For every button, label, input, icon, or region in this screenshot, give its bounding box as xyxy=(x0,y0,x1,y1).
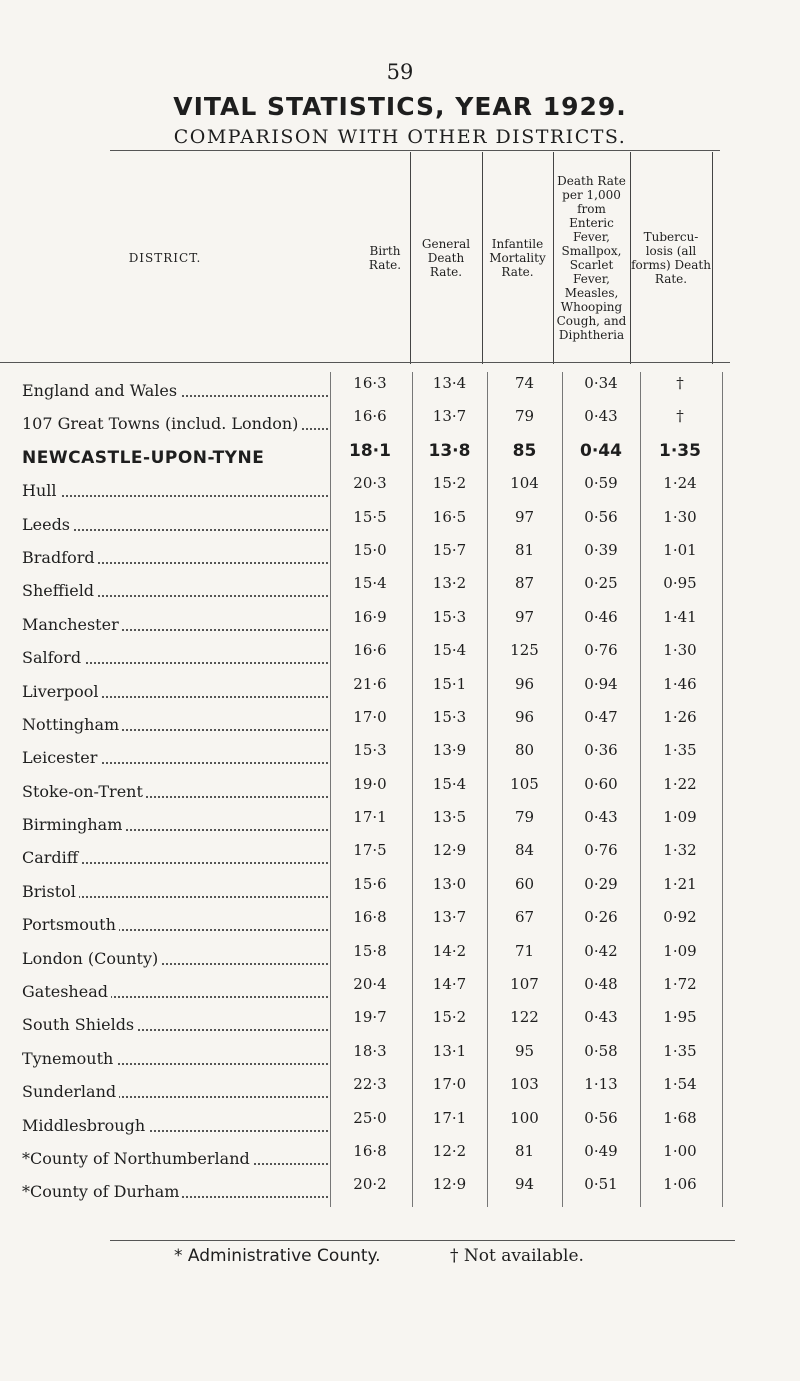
cell-infantile-mortality: 105 xyxy=(510,774,539,793)
cell-tuberculosis: 1·54 xyxy=(663,1075,697,1094)
cell-general-death-rate: 15·2 xyxy=(432,474,467,493)
cell-enteric-death-rate: 0·49 xyxy=(584,1141,618,1160)
top-rule xyxy=(110,150,720,151)
district-name: Nottingham xyxy=(22,715,122,734)
cell-enteric-death-rate: 0·56 xyxy=(584,1108,618,1127)
cell-infantile-mortality: 71 xyxy=(514,941,535,960)
cell-general-death-rate: 14·7 xyxy=(432,975,467,994)
cell-general-death-rate: 13·4 xyxy=(432,374,467,392)
cell-infantile-mortality: 96 xyxy=(514,674,535,693)
district-name: Birmingham xyxy=(22,815,125,834)
table-row xyxy=(0,606,800,639)
cell-enteric-death-rate: 0·25 xyxy=(584,574,618,593)
cell-general-death-rate: 16·5 xyxy=(432,507,467,526)
table-row xyxy=(0,1173,800,1206)
district-name-cell xyxy=(22,715,328,734)
district-name-cell xyxy=(22,1116,328,1135)
district-name: Sunderland xyxy=(22,1082,119,1101)
cell-enteric-death-rate: 0·43 xyxy=(584,407,618,426)
cell-birth-rate: 19·7 xyxy=(353,1008,387,1027)
table-row xyxy=(0,673,800,706)
cell-birth-rate: 16·8 xyxy=(353,908,387,927)
header-birth-rate: Birth Rate. xyxy=(368,244,402,272)
table-row xyxy=(0,1040,800,1073)
table-row xyxy=(0,940,800,973)
cell-enteric-death-rate: 0·39 xyxy=(584,540,618,559)
cell-tuberculosis: 1·01 xyxy=(663,540,697,559)
cell-tuberculosis: 1·22 xyxy=(663,774,697,793)
cell-general-death-rate: 15·2 xyxy=(432,1008,467,1027)
cell-infantile-mortality: 67 xyxy=(514,908,535,927)
cell-general-death-rate: 13·0 xyxy=(432,874,467,893)
district-name-cell xyxy=(22,782,328,801)
table-row xyxy=(0,439,800,472)
cell-general-death-rate: 13·1 xyxy=(432,1041,467,1060)
cell-tuberculosis: 1·30 xyxy=(663,507,697,526)
cell-infantile-mortality: 60 xyxy=(514,874,535,893)
cell-birth-rate: 20·2 xyxy=(353,1175,387,1194)
district-name-cell xyxy=(22,481,328,500)
district-name: Leeds xyxy=(22,515,73,534)
cell-tuberculosis: 1·32 xyxy=(663,841,697,860)
cell-infantile-mortality: 81 xyxy=(514,540,535,559)
table-row xyxy=(0,973,800,1006)
district-name-cell xyxy=(22,381,328,400)
district-name-cell xyxy=(22,615,328,634)
cell-enteric-death-rate: 0·76 xyxy=(584,841,618,860)
cell-birth-rate: 16·8 xyxy=(353,1141,387,1160)
cell-birth-rate: 15·3 xyxy=(353,741,387,760)
cell-birth-rate: 18·1 xyxy=(349,440,391,461)
cell-tuberculosis: 1·06 xyxy=(663,1175,697,1194)
column-divider xyxy=(562,372,563,1207)
header-tuberculosis: Tubercu- losis (all forms) Death Rate. xyxy=(631,230,711,286)
district-name: NEWCASTLE-UPON-TYNE xyxy=(22,448,267,468)
cell-infantile-mortality: 96 xyxy=(514,707,535,726)
district-name-cell xyxy=(22,448,328,468)
cell-general-death-rate: 13·7 xyxy=(432,407,467,426)
district-name: Liverpool xyxy=(22,682,102,701)
cell-general-death-rate: 15·4 xyxy=(432,641,467,660)
cell-birth-rate: 25·0 xyxy=(353,1108,387,1127)
district-name: Bristol xyxy=(22,882,79,901)
cell-birth-rate: 16·3 xyxy=(353,374,387,392)
district-name-cell xyxy=(22,982,328,1001)
cell-enteric-death-rate: 0·51 xyxy=(584,1175,618,1194)
cell-enteric-death-rate: 0·56 xyxy=(584,507,618,526)
cell-infantile-mortality: 122 xyxy=(510,1008,539,1027)
cell-infantile-mortality: 107 xyxy=(510,975,539,994)
cell-birth-rate: 17·1 xyxy=(353,808,387,827)
cell-general-death-rate: 15·7 xyxy=(432,540,467,559)
table-row xyxy=(0,1107,800,1140)
district-name-cell xyxy=(22,815,328,834)
cell-general-death-rate: 15·3 xyxy=(432,607,467,626)
cell-general-death-rate: 13·9 xyxy=(432,741,467,760)
district-name: Manchester xyxy=(22,615,122,634)
cell-infantile-mortality: 95 xyxy=(514,1041,535,1060)
cell-infantile-mortality: 85 xyxy=(512,440,537,461)
cell-general-death-rate: 13·5 xyxy=(432,808,467,827)
cell-birth-rate: 15·0 xyxy=(353,540,387,559)
cell-tuberculosis: 1·09 xyxy=(663,941,697,960)
district-name-cell xyxy=(22,1182,328,1201)
district-name-cell xyxy=(22,1082,328,1101)
cell-infantile-mortality: 97 xyxy=(514,507,535,526)
district-name: Middlesbrough xyxy=(22,1116,148,1135)
cell-birth-rate: 22·3 xyxy=(353,1075,387,1094)
column-divider xyxy=(330,372,331,1207)
cell-tuberculosis: 1·35 xyxy=(663,741,697,760)
table-row xyxy=(0,773,800,806)
table-row xyxy=(0,1073,800,1106)
dot-leader xyxy=(22,495,328,497)
district-name: Bradford xyxy=(22,548,98,567)
column-divider xyxy=(487,372,488,1207)
cell-general-death-rate: 12·9 xyxy=(432,841,467,860)
cell-birth-rate: 16·6 xyxy=(353,407,387,426)
bottom-rule xyxy=(110,1240,735,1241)
district-name: *County of Durham xyxy=(22,1182,182,1201)
table-row xyxy=(0,1140,800,1173)
district-name-cell xyxy=(22,882,328,901)
district-name-cell xyxy=(22,414,328,433)
cell-tuberculosis: 1·21 xyxy=(663,874,697,893)
district-name: Leicester xyxy=(22,748,100,767)
table-row xyxy=(0,873,800,906)
district-name-cell xyxy=(22,648,328,667)
district-name: Salford xyxy=(22,648,84,667)
cell-general-death-rate: 13·2 xyxy=(432,574,467,593)
cell-infantile-mortality: 87 xyxy=(514,574,535,593)
cell-birth-rate: 21·6 xyxy=(353,674,387,693)
district-name-cell xyxy=(22,1015,328,1034)
table-row xyxy=(0,539,800,572)
table-row xyxy=(0,639,800,672)
cell-enteric-death-rate: 0·34 xyxy=(584,374,618,392)
cell-tuberculosis: 1·68 xyxy=(663,1108,697,1127)
district-name-cell xyxy=(22,1149,328,1168)
cell-birth-rate: 17·0 xyxy=(353,707,387,726)
cell-tuberculosis: 1·24 xyxy=(663,474,697,493)
cell-tuberculosis: † xyxy=(676,407,684,426)
table-row xyxy=(0,1006,800,1039)
table-row xyxy=(0,706,800,739)
cell-enteric-death-rate: 0·59 xyxy=(584,474,618,493)
table-row xyxy=(0,506,800,539)
cell-birth-rate: 16·6 xyxy=(353,641,387,660)
cell-tuberculosis: 1·41 xyxy=(663,607,697,626)
district-name-cell xyxy=(22,915,328,934)
cell-enteric-death-rate: 0·48 xyxy=(584,975,618,994)
cell-enteric-death-rate: 0·46 xyxy=(584,607,618,626)
district-name-cell xyxy=(22,581,328,600)
page-title: VITAL STATISTICS, YEAR 1929. xyxy=(173,92,627,121)
table-row xyxy=(0,405,800,438)
cell-tuberculosis: 1·26 xyxy=(663,707,697,726)
district-name: Cardiff xyxy=(22,848,81,867)
cell-infantile-mortality: 81 xyxy=(514,1141,535,1160)
table-row xyxy=(0,906,800,939)
district-name-cell xyxy=(22,515,328,534)
district-name: Tynemouth xyxy=(22,1049,116,1068)
cell-infantile-mortality: 80 xyxy=(514,741,535,760)
cell-enteric-death-rate: 0·60 xyxy=(584,774,618,793)
cell-general-death-rate: 13·7 xyxy=(432,908,467,927)
cell-infantile-mortality: 84 xyxy=(514,841,535,860)
table-row xyxy=(0,806,800,839)
table-body xyxy=(0,372,800,1207)
cell-infantile-mortality: 94 xyxy=(514,1175,535,1194)
cell-infantile-mortality: 104 xyxy=(510,474,539,493)
table-row xyxy=(0,739,800,772)
cell-tuberculosis: 1·30 xyxy=(663,641,697,660)
cell-enteric-death-rate: 0·42 xyxy=(584,941,618,960)
cell-enteric-death-rate: 0·26 xyxy=(584,908,618,927)
header-divider xyxy=(712,152,713,364)
header-enteric-death-rate: Death Rate per 1,000 from Enteric Fever, Smallpox, Scarlet Fever, Measles, Whooping Cough, and Diphtheria xyxy=(556,174,627,342)
cell-general-death-rate: 15·4 xyxy=(432,774,467,793)
table-row xyxy=(0,472,800,505)
cell-tuberculosis: 1·00 xyxy=(663,1141,697,1160)
cell-enteric-death-rate: 0·76 xyxy=(584,641,618,660)
cell-tuberculosis: 0·92 xyxy=(663,908,697,927)
header-general-death-rate: General Death Rate. xyxy=(421,237,471,279)
cell-enteric-death-rate: 0·43 xyxy=(584,808,618,827)
district-name: London (County) xyxy=(22,949,161,968)
cell-infantile-mortality: 103 xyxy=(510,1075,539,1094)
district-name: *County of Northumberland xyxy=(22,1149,253,1168)
cell-birth-rate: 15·6 xyxy=(353,874,387,893)
district-name: Gateshead xyxy=(22,982,111,1001)
district-name: 107 Great Towns (includ. London) xyxy=(22,414,301,433)
district-name-cell xyxy=(22,1049,328,1068)
page-subtitle: COMPARISON WITH OTHER DISTRICTS. xyxy=(173,126,627,148)
column-divider xyxy=(722,372,723,1207)
cell-general-death-rate: 12·2 xyxy=(432,1141,467,1160)
cell-enteric-death-rate: 1·13 xyxy=(584,1075,618,1094)
cell-birth-rate: 17·5 xyxy=(353,841,387,860)
cell-general-death-rate: 15·1 xyxy=(432,674,467,693)
cell-birth-rate: 15·8 xyxy=(353,941,387,960)
district-name-cell xyxy=(22,682,328,701)
cell-infantile-mortality: 125 xyxy=(510,641,539,660)
cell-enteric-death-rate: 0·47 xyxy=(584,707,618,726)
district-name: England and Wales xyxy=(22,381,180,400)
cell-tuberculosis: † xyxy=(676,374,684,392)
cell-birth-rate: 20·4 xyxy=(353,975,387,994)
header-rule xyxy=(0,362,730,363)
footnote-administrative: * Administrative County. xyxy=(174,1246,381,1266)
cell-birth-rate: 15·4 xyxy=(353,574,387,593)
cell-birth-rate: 18·3 xyxy=(353,1041,387,1060)
cell-infantile-mortality: 100 xyxy=(510,1108,539,1127)
cell-general-death-rate: 13·8 xyxy=(428,440,471,461)
district-name: Portsmouth xyxy=(22,915,119,934)
cell-general-death-rate: 12·9 xyxy=(432,1175,467,1194)
column-divider xyxy=(412,372,413,1207)
cell-birth-rate: 16·9 xyxy=(353,607,387,626)
cell-birth-rate: 15·5 xyxy=(353,507,387,526)
cell-birth-rate: 20·3 xyxy=(353,474,387,493)
cell-enteric-death-rate: 0·36 xyxy=(584,741,618,760)
district-name-cell xyxy=(22,748,328,767)
cell-infantile-mortality: 97 xyxy=(514,607,535,626)
cell-infantile-mortality: 79 xyxy=(514,407,535,426)
cell-infantile-mortality: 79 xyxy=(514,808,535,827)
district-name-cell xyxy=(22,848,328,867)
district-name: Sheffield xyxy=(22,581,97,600)
cell-general-death-rate: 14·2 xyxy=(432,941,467,960)
cell-birth-rate: 19·0 xyxy=(353,774,387,793)
table-row xyxy=(0,572,800,605)
cell-tuberculosis: 1·72 xyxy=(663,975,697,994)
cell-infantile-mortality: 74 xyxy=(514,374,535,392)
district-name: Stoke-on-Trent xyxy=(22,782,146,801)
cell-tuberculosis: 1·46 xyxy=(663,674,697,693)
page-number: 59 xyxy=(386,60,414,84)
cell-enteric-death-rate: 0·43 xyxy=(584,1008,618,1027)
cell-enteric-death-rate: 0·44 xyxy=(580,440,622,461)
district-name: South Shields xyxy=(22,1015,137,1034)
header-district: DISTRICT. xyxy=(128,251,202,265)
cell-tuberculosis: 0·95 xyxy=(663,574,697,593)
cell-enteric-death-rate: 0·58 xyxy=(584,1041,618,1060)
footnote-not-available: † Not available. xyxy=(450,1246,584,1266)
cell-general-death-rate: 17·1 xyxy=(432,1108,467,1127)
cell-tuberculosis: 1·95 xyxy=(663,1008,697,1027)
cell-tuberculosis: 1·35 xyxy=(659,440,701,461)
district-name: Hull xyxy=(22,481,60,500)
header-infantile-mortality: Infantile Mortality Rate. xyxy=(489,237,546,279)
district-name-cell xyxy=(22,949,328,968)
district-name-cell xyxy=(22,548,328,567)
table-row xyxy=(0,372,800,405)
column-divider xyxy=(640,372,641,1207)
table-header xyxy=(0,152,800,372)
cell-enteric-death-rate: 0·94 xyxy=(584,674,618,693)
cell-enteric-death-rate: 0·29 xyxy=(584,874,618,893)
table-row xyxy=(0,839,800,872)
cell-general-death-rate: 17·0 xyxy=(432,1075,467,1094)
cell-general-death-rate: 15·3 xyxy=(432,707,467,726)
cell-tuberculosis: 1·35 xyxy=(663,1041,697,1060)
cell-tuberculosis: 1·09 xyxy=(663,808,697,827)
